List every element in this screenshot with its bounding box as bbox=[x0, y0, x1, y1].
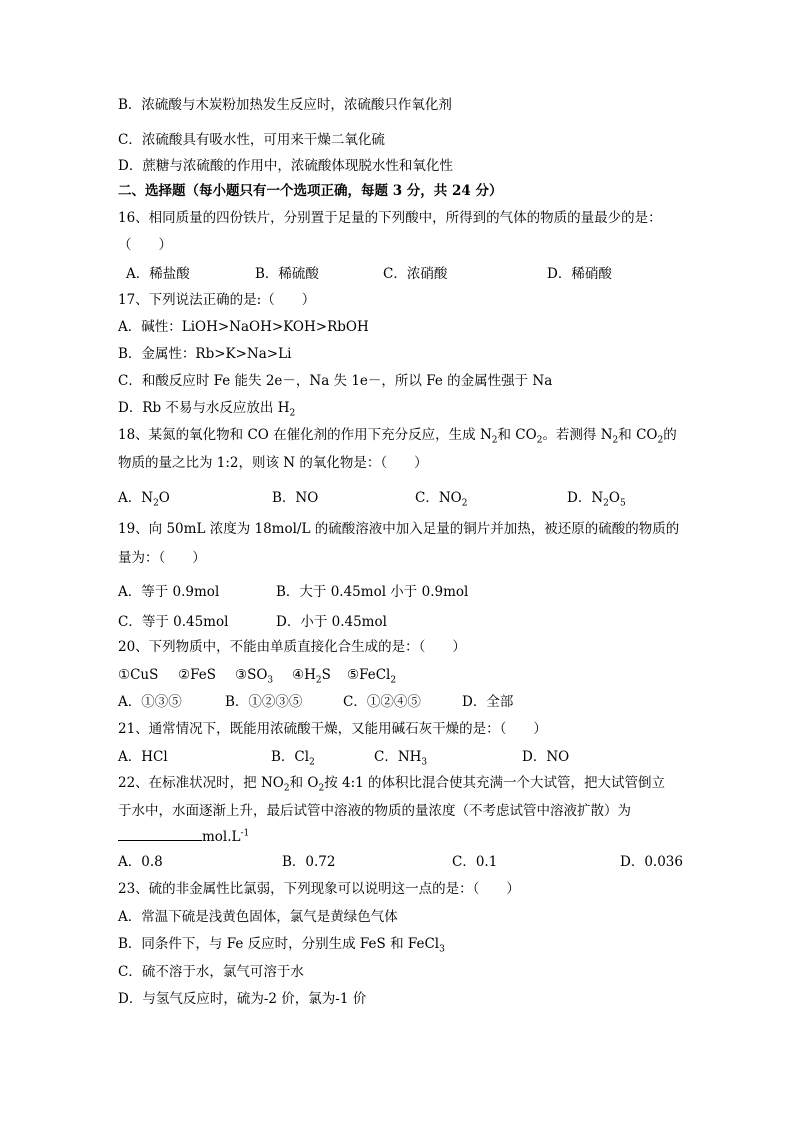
q20-item-2: ②FeS bbox=[178, 667, 216, 683]
q20-item-4 bbox=[292, 666, 331, 684]
q18-stem-line1 bbox=[118, 426, 677, 444]
q21-option-b bbox=[271, 748, 315, 766]
q16-option-a: A．稀盐酸 bbox=[126, 266, 190, 282]
q16-option-d: D．稀硝酸 bbox=[547, 266, 612, 282]
q21-b-sub: 2 bbox=[309, 757, 315, 768]
q20-item-3 bbox=[235, 666, 273, 684]
q16-option-c: C．浓硝酸 bbox=[383, 266, 448, 282]
q18-l1-a: 18、某氮的氧化物和 CO 在催化剂的作用下充分反应，生成 N bbox=[118, 427, 492, 443]
q17-option-d-sub: 2 bbox=[289, 408, 296, 419]
q21-b-text: B．Cl bbox=[271, 749, 310, 765]
q22-option-a: A．0.8 bbox=[118, 854, 163, 870]
q23-b-text: B．同条件下，与 Fe 反应时，分别生成 FeS 和 FeCl bbox=[118, 936, 440, 952]
prev-option-c: C．浓硫酸具有吸水性，可用来干燥二氧化硫 bbox=[118, 132, 385, 148]
q20-item-3-text: ③SO bbox=[235, 667, 268, 683]
q20-option-c: C．①②④⑤ bbox=[343, 694, 421, 710]
q23-option-a: A．常温下硫是浅黄色固体，氯气是黄绿色气体 bbox=[118, 909, 398, 925]
prev-option-b: B．浓硫酸与木炭粉加热发生反应时，浓硫酸只作氧化剂 bbox=[118, 97, 452, 113]
q22-unit: mol.L bbox=[202, 829, 241, 845]
q21-option-a: A．HCl bbox=[118, 749, 168, 765]
q19-option-a: A．等于 0.9mol bbox=[118, 584, 220, 600]
q19-option-c: C．等于 0.45mol bbox=[118, 614, 229, 630]
answer-blank bbox=[118, 828, 202, 841]
section-heading: 二、选择题（每小题只有一个选项正确，每题 3 分，共 24 分） bbox=[118, 183, 503, 199]
q18-l1-sub1: 2 bbox=[491, 435, 498, 446]
q22-answer-blank bbox=[118, 828, 249, 846]
q22-l1-sub2: 2 bbox=[318, 783, 325, 794]
q22-stem-line1 bbox=[118, 774, 665, 792]
q21-option-c bbox=[374, 748, 427, 766]
q21-c-text: C．NH bbox=[374, 749, 422, 765]
q17-option-a: A．碱性：LiOH>NaOH>KOH>RbOH bbox=[118, 319, 369, 335]
q18-l1-sub3: 2 bbox=[612, 435, 619, 446]
q20-option-a: A．①③⑤ bbox=[118, 694, 182, 710]
q22-l1-a: 22、在标准状况时，把 NO bbox=[118, 775, 284, 791]
q17-option-d-text: D．Rb 不易与水反应放出 H bbox=[118, 400, 290, 416]
q22-l1-b: 和 O bbox=[289, 775, 319, 791]
q19-stem-line2: 量为：（ ） bbox=[118, 550, 206, 566]
prev-option-d: D．蔗糖与浓硫酸的作用中，浓硫酸体现脱水性和氧化性 bbox=[118, 158, 453, 174]
q18-option-b: B．NO bbox=[272, 490, 319, 506]
q18-a-tail: O bbox=[158, 490, 170, 506]
q17-option-b: B．金属性：Rb>K>Na>Li bbox=[118, 346, 292, 362]
q18-l1-d: 和 CO bbox=[618, 427, 658, 443]
q18-l1-c: 。若测得 N bbox=[542, 427, 613, 443]
q23-option-b bbox=[118, 935, 445, 953]
q22-l1-c: 按 4:1 的体积比混合使其充满一个大试管，把大试管倒立 bbox=[324, 775, 665, 791]
q20-option-d: D．全部 bbox=[462, 694, 514, 710]
q20-item-4-text: ④H bbox=[292, 667, 316, 683]
q18-l1-b: 和 CO bbox=[497, 427, 537, 443]
q18-l1-e: 的 bbox=[663, 427, 677, 443]
q20-item-5 bbox=[347, 666, 396, 684]
q22-l1-sub1: 2 bbox=[283, 783, 290, 794]
q22-unit-sup: -1 bbox=[240, 828, 250, 839]
q18-d-sub2: 5 bbox=[619, 498, 626, 509]
q18-d-mid: O bbox=[608, 490, 620, 506]
q23-b-sub: 3 bbox=[439, 944, 445, 955]
q19-stem-line1: 19、向 50mL 浓度为 18mol/L 的硫酸溶液中加入足量的铜片并加热，被还原的硫酸的物质的 bbox=[118, 521, 680, 537]
q18-d-text: D．N bbox=[567, 490, 604, 506]
q21-c-sub: 3 bbox=[421, 757, 428, 768]
q21-option-d: D．NO bbox=[522, 749, 570, 765]
q20-item-3-sub: 3 bbox=[267, 675, 274, 686]
q20-item-4-tail: S bbox=[321, 667, 331, 683]
q23-option-d: D．与氢气反应时，硫为-2 价，氯为-1 价 bbox=[118, 991, 367, 1007]
q18-stem-line2: 物质的量之比为 1:2，则该 N 的氧化物是：（ ） bbox=[118, 455, 428, 471]
q18-l1-sub4: 2 bbox=[657, 435, 664, 446]
q18-option-a bbox=[118, 489, 170, 507]
q17-stem: 17、下列说法正确的是:（ ） bbox=[118, 292, 316, 308]
q20-item-1: ①CuS bbox=[118, 667, 159, 683]
q20-item-5-text: ⑤FeCl bbox=[347, 667, 391, 683]
q23-option-c: C．硫不溶于水，氯气可溶于水 bbox=[118, 964, 304, 980]
q20-option-b: B．①②③⑤ bbox=[225, 694, 303, 710]
q18-c-text: C．NO bbox=[415, 490, 462, 506]
q18-option-c bbox=[415, 489, 467, 507]
q20-item-4-sub: 2 bbox=[315, 675, 322, 686]
q18-option-d bbox=[567, 489, 626, 507]
q19-option-d: D．小于 0.45mol bbox=[276, 614, 387, 630]
q16-paren: （ ） bbox=[118, 237, 172, 253]
q22-stem-line2: 于水中，水面逐渐上升，最后试管中溶液的物质的量浓度（不考虑试管中溶液扩散）为 bbox=[118, 803, 631, 819]
q18-d-sub1: 2 bbox=[603, 498, 609, 509]
q20-stem: 20、下列物质中，不能由单质直接化合生成的是：（ ） bbox=[118, 639, 466, 655]
q18-a-text: A．N bbox=[118, 490, 154, 506]
q18-a-sub: 2 bbox=[153, 498, 159, 509]
q22-option-c: C．0.1 bbox=[452, 854, 498, 870]
q18-l1-sub2: 2 bbox=[536, 435, 543, 446]
q16-stem: 16、相同质量的四份铁片，分别置于足量的下列酸中，所得到的气体的物质的量最少的是： bbox=[118, 210, 662, 226]
q22-option-b: B．0.72 bbox=[282, 854, 336, 870]
q19-option-b: B．大于 0.45mol 小于 0.9mol bbox=[276, 584, 469, 600]
q23-stem: 23、硫的非金属性比氯弱，下列现象可以说明这一点的是：（ ） bbox=[118, 881, 520, 897]
q18-c-sub: 2 bbox=[461, 498, 468, 509]
q22-option-d: D．0.036 bbox=[620, 854, 683, 870]
q21-stem: 21、通常情况下，既能用浓硫酸干燥，又能用碱石灰干燥的是：（ ） bbox=[118, 721, 547, 737]
q16-option-b: B．稀硫酸 bbox=[255, 266, 319, 282]
q17-option-d bbox=[118, 399, 295, 417]
q20-item-5-sub: 2 bbox=[390, 675, 397, 686]
q17-option-c: C．和酸反应时 Fe 能失 2e－，Na 失 1e－，所以 Fe 的金属性强于 Na bbox=[118, 373, 553, 389]
